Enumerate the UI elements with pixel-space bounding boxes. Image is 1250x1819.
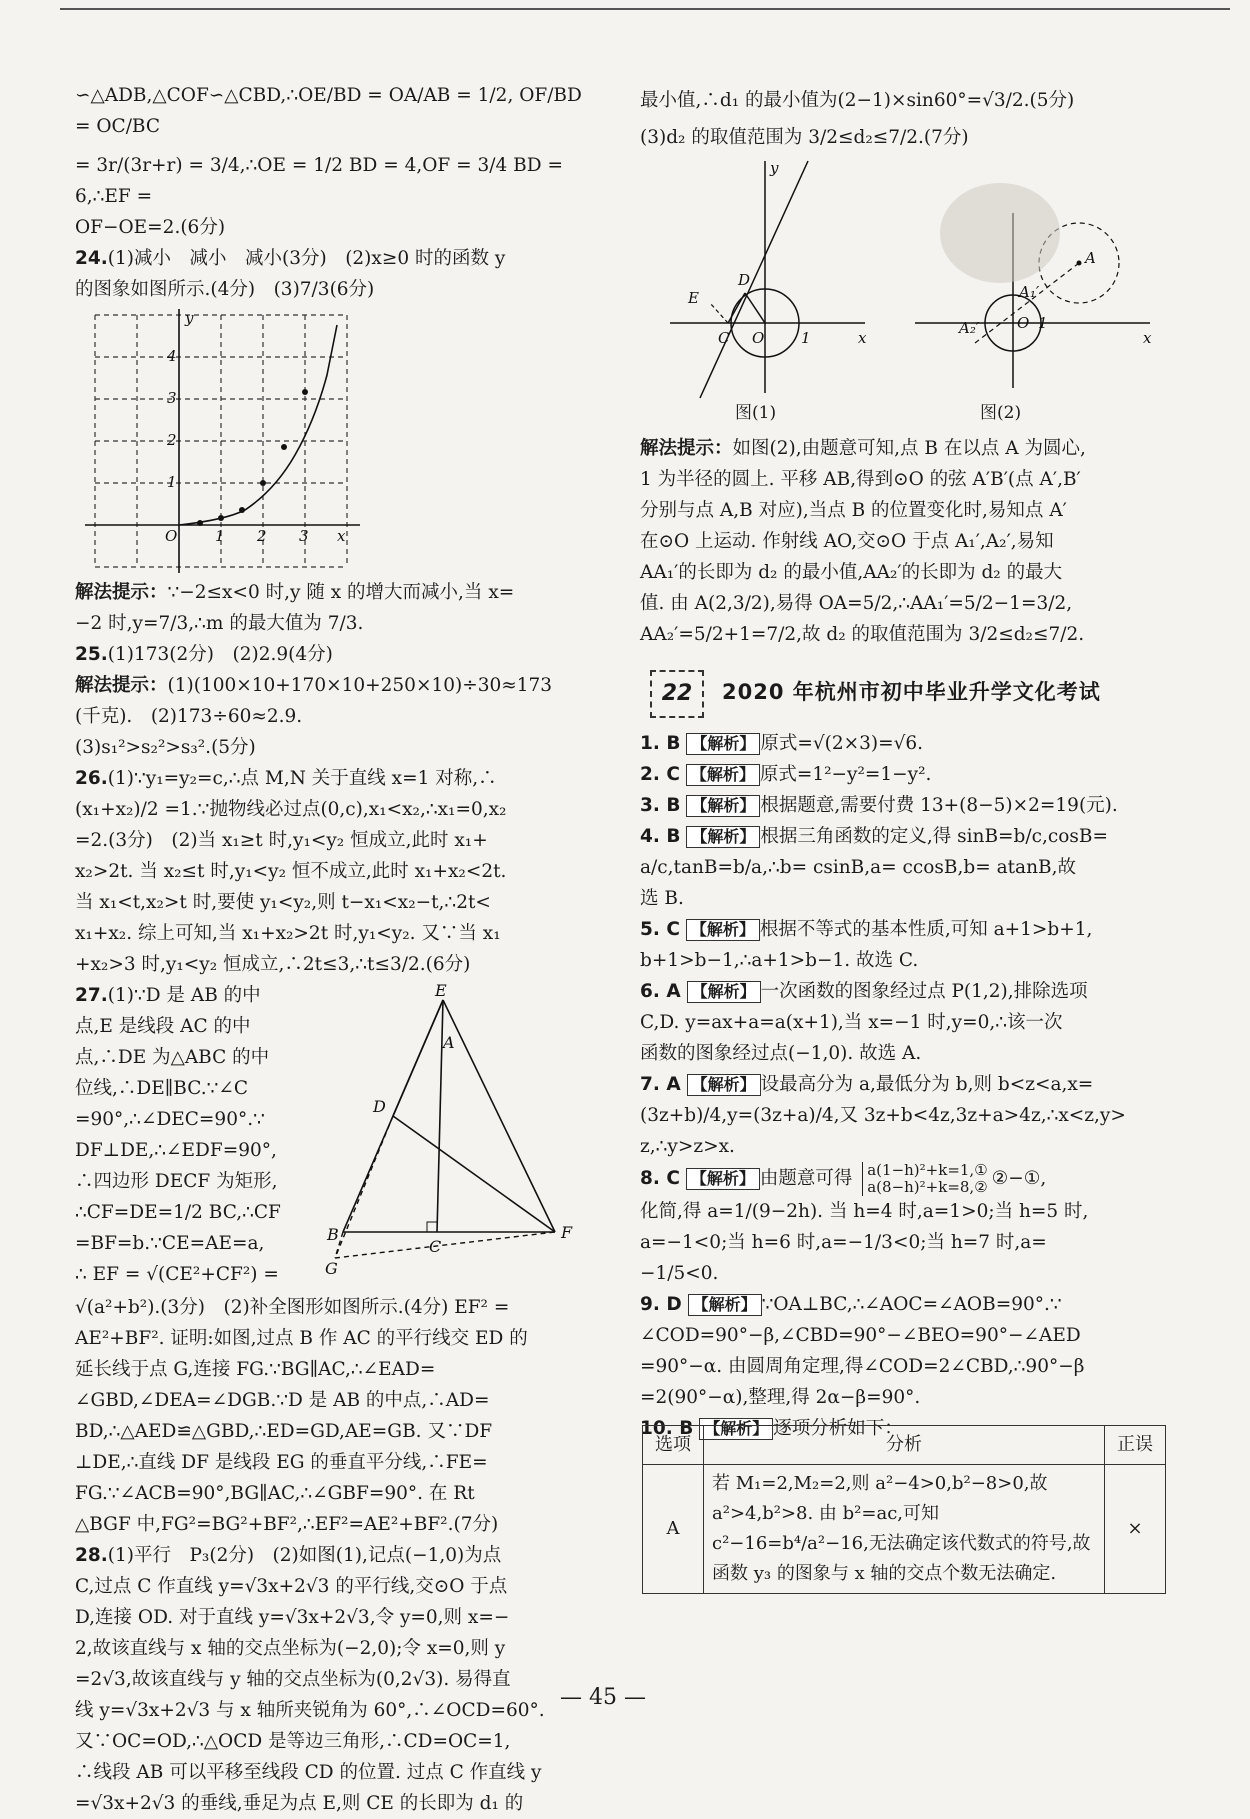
svg-text:D: D bbox=[738, 271, 751, 289]
text-line: AE²+BF². 证明:如图,过点 B 作 AC 的平行线交 ED 的 bbox=[75, 1328, 528, 1349]
text-line: 函数的图象经过点(−1,0). 故选 A. bbox=[640, 1043, 922, 1064]
text-line: △BGF 中,FG²=BG²+BF²,∴EF²=AE²+BF².(7分) bbox=[75, 1514, 499, 1535]
text-line: 设最高分为 a,最低分为 b,则 b<z<a,x= bbox=[760, 1074, 1094, 1095]
analysis-tag: 【解析】 bbox=[699, 1418, 773, 1440]
text-line: D,连接 OD. 对于直线 y=√3x+2√3,令 y=0,则 x=− bbox=[75, 1607, 510, 1628]
text-line: (3)s₁²>s₂²>s₃².(5分) bbox=[75, 737, 256, 758]
analysis-tag: 【解析】 bbox=[686, 764, 760, 786]
figure-1-caption: 图(1) bbox=[735, 403, 777, 423]
text-line: ∴线段 AB 可以平移至线段 CD 的位置. 过点 C 作直线 y bbox=[75, 1762, 542, 1783]
equation-1: a(1−h)²+k=1,① bbox=[867, 1161, 988, 1179]
text-line: 点,E 是线段 AC 的中 bbox=[75, 1016, 251, 1037]
text-line: x₂>2t. 当 x₂≤t 时,y₁<y₂ 恒不成立,此时 x₁+x₂<2t. bbox=[75, 861, 507, 882]
table-cell: 若 M₁=2,M₂=2,则 a²−4>0,b²−8>0,故 a²>4,b²>8. 由 b²=ac,可知 c²−16=b⁴/a²−16,无法确定该代数式的符号,故函数 y₃ 的图象与 x 轴的交点个数无法确定. bbox=[704, 1465, 1105, 1594]
text-line: 线 y=√3x+2√3 与 x 轴所夹锐角为 60°,∴∠OCD=60°. bbox=[75, 1700, 545, 1721]
analysis-tag: 【解析】 bbox=[686, 795, 760, 817]
text-line: 根据三角函数的定义,得 sinB=b/c,cosB= bbox=[760, 826, 1108, 847]
hint-label: 解法提示： bbox=[75, 675, 168, 696]
svg-text:2: 2 bbox=[257, 527, 267, 545]
text-line: =90°−α. 由圆周角定理,得∠COD=2∠CBD,∴90°−β bbox=[640, 1356, 1085, 1377]
svg-text:O: O bbox=[165, 527, 178, 545]
text-line: (1)减小 减小 减小(3分) (2)x≥0 时的函数 y bbox=[107, 248, 506, 269]
text-line: (1)173(2分) (2)2.9(4分) bbox=[107, 644, 333, 665]
svg-text:3: 3 bbox=[167, 389, 177, 407]
left-column bbox=[75, 80, 597, 1819]
answer-number: 1. B bbox=[640, 733, 681, 754]
right-column bbox=[640, 85, 1165, 650]
equation-2: a(8−h)²+k=8,② bbox=[867, 1178, 988, 1196]
section-header bbox=[650, 670, 1170, 718]
table-header: 正误 bbox=[1105, 1426, 1166, 1465]
text-line: 化简,得 a=1/(9−2h). 当 h=4 时,a=1>0;当 h=5 时, bbox=[640, 1201, 1089, 1222]
svg-text:y: y bbox=[770, 159, 779, 177]
analysis-tag: 【解析】 bbox=[686, 733, 760, 755]
text-line: =BF=b.∵CE=AE=a, bbox=[75, 1233, 265, 1254]
text-line: =2√3,故该直线与 y 轴的交点坐标为(0,2√3). 易得直 bbox=[75, 1669, 511, 1690]
svg-text:x: x bbox=[858, 329, 867, 347]
text-line: OF−OE=2.(6分) bbox=[75, 217, 226, 238]
svg-text:3: 3 bbox=[299, 527, 309, 545]
answer-number: 10. B bbox=[640, 1418, 694, 1439]
circle-figures bbox=[640, 153, 1165, 433]
text-line: ∠COD=90°−β,∠CBD=90°−∠BEO=90°−∠AED bbox=[640, 1325, 1081, 1346]
text-line: (3z+b)/4,y=(3z+a)/4,又 3z+b<4z,3z+a>4z,∴x<z,y> bbox=[640, 1105, 1126, 1126]
text-line: 值. 由 A(2,3/2),易得 OA=5/2,∴AA₁′=5/2−1=3/2, bbox=[640, 593, 1073, 614]
text-line: AA₁′的长即为 d₂ 的最小值,AA₂′的长即为 d₂ 的最大 bbox=[640, 562, 1063, 583]
text-line: (1)(100×10+170×10+250×10)÷30≈173 bbox=[167, 675, 553, 696]
triangle-figure bbox=[325, 980, 605, 1290]
text-line: 选 B. bbox=[640, 888, 684, 909]
top-rule bbox=[60, 8, 1230, 10]
question-number: 24. bbox=[75, 248, 108, 269]
curve bbox=[179, 325, 337, 525]
text-line: 逐项分析如下： bbox=[773, 1418, 903, 1439]
text-line: =√3x+2√3 的垂线,垂足为点 E,则 CE 的长即为 d₁ 的 bbox=[75, 1793, 524, 1814]
stamp-graphic bbox=[930, 173, 1070, 293]
text-line: (千克). (2)173÷60≈2.9. bbox=[75, 706, 303, 727]
text-line: 2,故该直线与 x 轴的交点坐标为(−2,0);令 x=0,则 y bbox=[75, 1638, 506, 1659]
answer-number: 9. D bbox=[640, 1294, 682, 1315]
svg-text:x: x bbox=[337, 527, 346, 545]
svg-text:1: 1 bbox=[167, 473, 177, 491]
analysis-tag: 【解析】 bbox=[686, 919, 760, 941]
answer-number: 5. C bbox=[640, 919, 680, 940]
figure-1 bbox=[670, 153, 870, 403]
text-line: (1)∵D 是 AB 的中 bbox=[107, 985, 261, 1006]
svg-text:G: G bbox=[325, 1259, 338, 1278]
text-line: ②−①, bbox=[991, 1168, 1047, 1189]
svg-text:O: O bbox=[752, 329, 765, 347]
svg-text:B: B bbox=[327, 1225, 339, 1244]
svg-text:A: A bbox=[1085, 249, 1096, 267]
answer-number: 3. B bbox=[640, 795, 681, 816]
text-line: C,过点 C 作直线 y=√3x+2√3 的平行线,交⊙O 于点 bbox=[75, 1576, 508, 1597]
text-line: 原式=√(2×3)=√6. bbox=[760, 733, 924, 754]
answer-number: 7. A bbox=[640, 1074, 681, 1095]
svg-text:A₁′: A₁′ bbox=[1019, 283, 1040, 301]
text-line: 根据题意,需要付费 13+(8−5)×2=19(元). bbox=[760, 795, 1118, 816]
table-header: 分析 bbox=[704, 1426, 1105, 1465]
text-line: = 3r/(3r+r) = 3/4,∴OE = 1/2 BD = 4,OF = 3/4 BD = 6,∴EF = bbox=[75, 155, 563, 207]
text-line: DF⊥DE,∴∠EDF=90°, bbox=[75, 1140, 277, 1161]
text-line: ∵−2≤x<0 时,y 随 x 的增大而减小,当 x= bbox=[167, 582, 515, 603]
text-line: +x₂>3 时,y₁<y₂ 恒成立,∴2t≤3,∴t≤3/2.(6分) bbox=[75, 954, 471, 975]
table-cell: A bbox=[643, 1465, 704, 1594]
hint-label: 解法提示： bbox=[640, 438, 733, 459]
q27-block bbox=[75, 980, 597, 1292]
text-line: ⊥DE,∴直线 DF 是线段 EG 的垂直平分线,∴FE= bbox=[75, 1452, 488, 1473]
text-line: √(a²+b²).(3分) (2)补全图形如图所示.(4分) EF² = bbox=[75, 1297, 510, 1318]
figure-2-caption: 图(2) bbox=[980, 403, 1022, 423]
svg-text:4: 4 bbox=[167, 347, 177, 365]
svg-text:x: x bbox=[1143, 329, 1152, 347]
text-line: a=−1<0;当 h=6 时,a=−1/3<0;当 h=7 时,a= bbox=[640, 1232, 1047, 1253]
analysis-tag: 【解析】 bbox=[686, 1168, 760, 1190]
text-line: ∵OA⊥BC,∴∠AOC=∠AOB=90°.∵ bbox=[761, 1294, 1062, 1315]
table-cell: × bbox=[1105, 1465, 1166, 1594]
text-line: 分别与点 A,B 对应),当点 B 的位置变化时,易知点 A′ bbox=[640, 500, 1067, 521]
text-line: 位线,∴DE∥BC.∵∠C bbox=[75, 1078, 249, 1099]
svg-text:E: E bbox=[688, 289, 699, 307]
text-line: 1 为半径的圆上. 平移 AB,得到⊙O 的弦 A′B′(点 A′,B′ bbox=[640, 469, 1081, 490]
svg-text:2: 2 bbox=[167, 431, 177, 449]
text-line: (x₁+x₂)/2 =1.∵抛物线必过点(0,c),x₁<x₂,∴x₁=0,x₂ bbox=[75, 799, 507, 820]
svg-text:1: 1 bbox=[1038, 314, 1048, 332]
text-line: 的图象如图所示.(4分) (3)7/3(6分) bbox=[75, 279, 375, 300]
function-graph bbox=[75, 305, 375, 577]
text-line: OE/BD = OA/AB = 1/2, OF/BD = OC/BC bbox=[75, 85, 582, 137]
text-line: AA₂′=5/2+1=7/2,故 d₂ 的取值范围为 3/2≤d₂≤7/2. bbox=[640, 624, 1085, 645]
analysis-tag: 【解析】 bbox=[687, 1074, 761, 1096]
svg-text:F: F bbox=[561, 1223, 573, 1242]
svg-text:A₂′: A₂′ bbox=[959, 319, 980, 337]
text-line: 点,∴DE 为△ABC 的中 bbox=[75, 1047, 270, 1068]
analysis-tag: 【解析】 bbox=[686, 826, 760, 848]
question-number: 26. bbox=[75, 768, 108, 789]
page-number: — 45 — bbox=[560, 1685, 646, 1710]
table-row bbox=[643, 1465, 1166, 1594]
text-line: b+1>b−1,∴a+1>b−1. 故选 C. bbox=[640, 950, 919, 971]
text-line: =2.(3分) (2)当 x₁≥t 时,y₁<y₂ 恒成立,此时 x₁+ bbox=[75, 830, 488, 851]
text-line: =2(90°−α),整理,得 2α−β=90°. bbox=[640, 1387, 921, 1408]
svg-text:O: O bbox=[1017, 314, 1030, 332]
table-header: 选项 bbox=[643, 1426, 704, 1465]
text-line: −1/5<0. bbox=[640, 1263, 719, 1284]
answers-block bbox=[640, 728, 1165, 1444]
text-line: BD,∴△AED≌△GBD,∴ED=GD,AE=GB. 又∵DF bbox=[75, 1421, 493, 1442]
text-line: 最小值,∴d₁ 的最小值为(2−1)×sin60°=√3/2.(5分) bbox=[640, 90, 1075, 111]
answer-number: 4. B bbox=[640, 826, 681, 847]
text-line: (1)∵y₁=y₂=c,∴点 M,N 关于直线 x=1 对称,∴ bbox=[107, 768, 497, 789]
text-line: 延长线于点 G,连接 FG.∵BG∥AC,∴∠EAD= bbox=[75, 1359, 436, 1380]
analysis-tag: 【解析】 bbox=[688, 1294, 762, 1316]
text-line: 又∵OC=OD,∴△OCD 是等边三角形,∴CD=OC=1, bbox=[75, 1731, 511, 1752]
answer-number: 2. C bbox=[640, 764, 680, 785]
svg-text:y: y bbox=[185, 309, 194, 327]
text-line: x₁+x₂. 综上可知,当 x₁+x₂>2t 时,y₁<y₂. 又∵当 x₁ bbox=[75, 923, 501, 944]
text-line: 如图(2),由题意可知,点 B 在以点 A 为圆心, bbox=[732, 438, 1086, 459]
text-line: −2 时,y=7/3,∴m 的最大值为 7/3. bbox=[75, 613, 364, 634]
text-line: z,∴y>z>x. bbox=[640, 1136, 735, 1157]
table-header-row bbox=[643, 1426, 1166, 1465]
question-number: 28. bbox=[75, 1545, 108, 1566]
text-line: 一次函数的图象经过点 P(1,2),排除选项 bbox=[760, 981, 1088, 1002]
text-line: 在⊙O 上运动. 作射线 AO,交⊙O 于点 A₁′,A₂′,易知 bbox=[640, 531, 1054, 552]
svg-text:1: 1 bbox=[801, 329, 811, 347]
text-line: ∽△ADB,△COF∽△CBD,∴ bbox=[75, 85, 299, 106]
text-line: =90°,∴∠DEC=90°.∵ bbox=[75, 1109, 265, 1130]
text-line: ∴四边形 DECF 为矩形, bbox=[75, 1171, 278, 1192]
text-line: ∴CF=DE=1/2 BC,∴CF bbox=[75, 1202, 281, 1223]
svg-text:C: C bbox=[718, 329, 730, 347]
question-number: 27. bbox=[75, 985, 108, 1006]
text-line: ∴ EF = √(CE²+CF²) = bbox=[75, 1264, 279, 1285]
text-line: ∠GBD,∠DEA=∠DGB.∵D 是 AB 的中点,∴AD= bbox=[75, 1390, 490, 1411]
text-line: 当 x₁<t,x₂>t 时,要使 y₁<y₂,则 t−x₁<x₂−t,∴2t< bbox=[75, 892, 491, 913]
axis-labels bbox=[165, 309, 346, 545]
svg-text:A: A bbox=[443, 1033, 455, 1052]
text-line: a/c,tanB=b/a,∴b= csinB,a= ccosB,b= atanB,故 bbox=[640, 857, 1076, 878]
equation-system bbox=[862, 1162, 987, 1196]
text-line: FG.∵∠ACB=90°,BG∥AC,∴∠GBF=90°. 在 Rt bbox=[75, 1483, 475, 1504]
q27-text bbox=[75, 980, 325, 1290]
analysis-table bbox=[642, 1425, 1166, 1594]
svg-text:C: C bbox=[429, 1237, 442, 1256]
text-line: C,D. y=ax+a=a(x+1),当 x=−1 时,y=0,∴该一次 bbox=[640, 1012, 1063, 1033]
hint-label: 解法提示： bbox=[75, 582, 168, 603]
svg-text:1: 1 bbox=[215, 527, 225, 545]
svg-text:D: D bbox=[373, 1097, 386, 1116]
analysis-tag: 【解析】 bbox=[687, 981, 761, 1003]
answer-number: 6. A bbox=[640, 981, 681, 1002]
svg-text:E: E bbox=[435, 981, 447, 1000]
text-line: 由题意可得 bbox=[759, 1168, 853, 1189]
section-number: 22 bbox=[650, 670, 704, 718]
text-line: (3)d₂ 的取值范围为 3/2≤d₂≤7/2.(7分) bbox=[640, 127, 969, 148]
text-line: 原式=1²−y²=1−y². bbox=[759, 764, 932, 785]
text-line: 根据不等式的基本性质,可知 a+1>b+1, bbox=[759, 919, 1093, 940]
section-title: 2020 年杭州市初中毕业升学文化考试 bbox=[722, 680, 1101, 704]
text-line: (1)平行 P₃(2分) (2)如图(1),记点(−1,0)为点 bbox=[107, 1545, 502, 1566]
question-number: 25. bbox=[75, 644, 108, 665]
answer-number: 8. C bbox=[640, 1168, 680, 1189]
